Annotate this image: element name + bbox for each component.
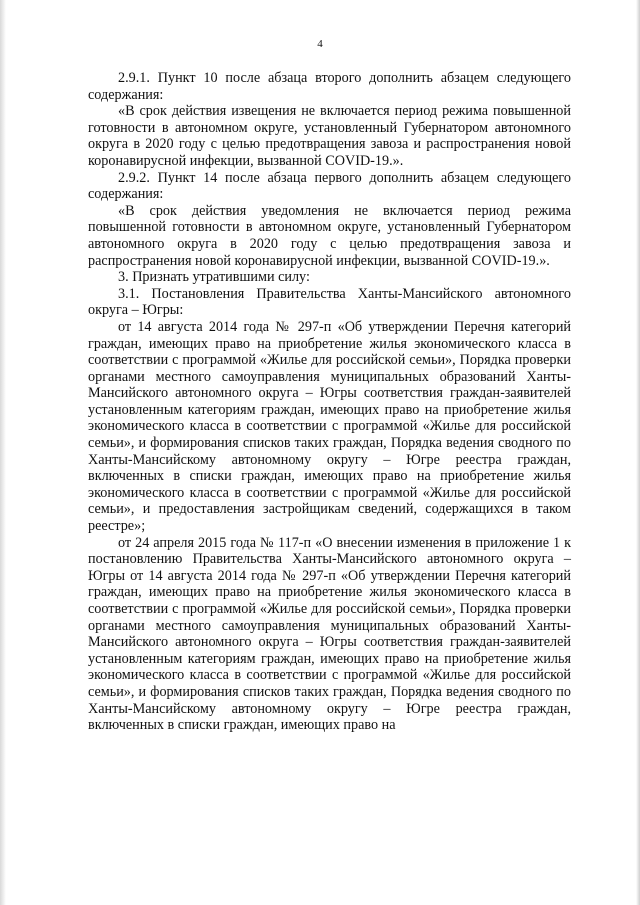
scan-edge-right bbox=[636, 0, 640, 905]
paragraph-notification-quote: «В срок действия уведомления не включается период режима повышенной готовности в автономном округе, установленный Губернатором автономного округа в 2020 году с целью предотвращения завоза и распространения новой коронавирусной инфекции, вызванной COVID-19.». bbox=[88, 202, 571, 269]
page-number: 4 bbox=[317, 38, 323, 50]
paragraph-notice-quote: «В срок действия извещения не включается период режима повышенной готовности в автономном округе, установленный Губернатором автономного округа в 2020 году с целью предотвращения завоза и распространения новой коронавирусной инфекции, вызванной COVID-19.». bbox=[88, 103, 571, 169]
paragraph-2-9-1: 2.9.1. Пункт 10 после абзаца второго дополнить абзацем следующего содержания: bbox=[88, 70, 571, 103]
paragraph-resolution-117: от 24 апреля 2015 года № 117-п «О внесении изменения в приложение 1 к постановлению Правительства Ханты-Мансийского автономного округа – Югры от 14 августа 2014 года № 297-п «Об утверждении Перечня категорий граждан, имеющих право на приобретение жилья экономического класса в соответствии с программой «Жилье для российской семьи», Порядка проверки органами местного самоуправления муниципальных образований Ханты-Мансийского автономного округа – Югры соответствия граждан-заявителей установленным категориям граждан, имеющих право на приобретение жилья экономического класса в соответствии с программой «Жилье для российской семьи», и формирования списков таких граждан, Порядка ведения сводного по Ханты-Мансийскому автономному округу – Югре реестра граждан, включенных в списки граждан, имеющих право на bbox=[88, 534, 571, 734]
paragraph-3: 3. Признать утратившими силу: bbox=[118, 269, 310, 286]
paragraph-2-9-2: 2.9.2. Пункт 14 после абзаца первого дополнить абзацем следующего содержания: bbox=[88, 169, 571, 203]
paragraph-resolution-297: от 14 августа 2014 года № 297-п «Об утверждении Перечня категорий граждан, имеющих право на приобретение жилья экономического класса в соответствии с программой «Жилье для российской семьи», Порядка проверки органами местного самоуправления муниципальных образований Ханты-Мансийского автономного округа – Югры соответствия граждан-заявителей установленным категориям граждан, имеющих право на приобретение жилья экономического класса в соответствии с программой «Жилье для российской семьи», и формирования списков таких граждан, Порядка ведения сводного по Ханты-Мансийскому автономному округу – Югре реестра граждан, включенных в списки граждан, имеющих право на приобретение жилья экономического класса в соответствии с программой «Жилье для российской семьи», и предоставления застройщикам сведений, содержащихся в таком реестре»; bbox=[88, 318, 571, 535]
scan-edge-left bbox=[0, 0, 6, 905]
document-body bbox=[88, 70, 571, 734]
paragraph-3-1: 3.1. Постановления Правительства Ханты-Мансийского автономного округа – Югры: bbox=[88, 285, 571, 319]
